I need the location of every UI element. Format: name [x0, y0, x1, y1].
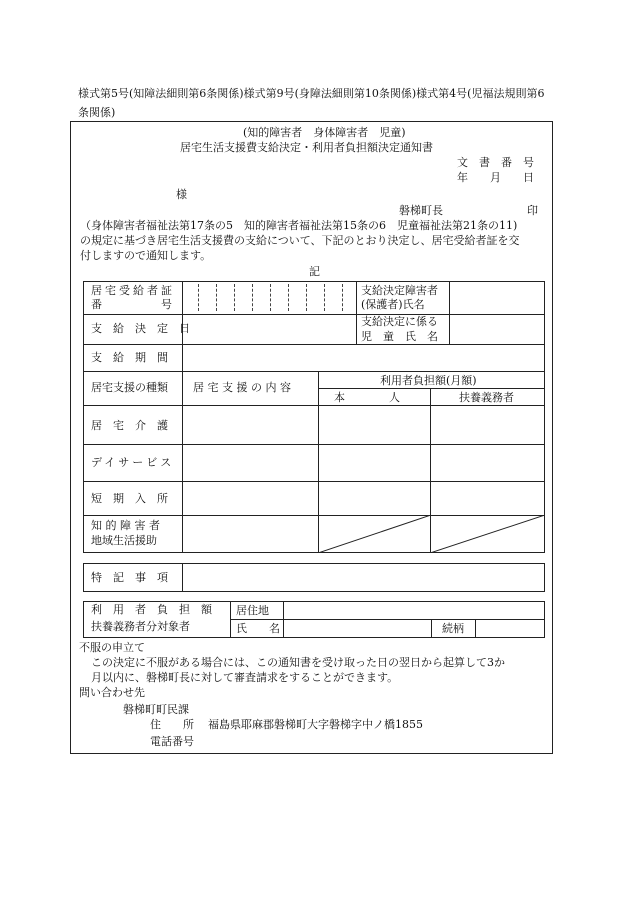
- row-group-home-2: 地域生活援助: [91, 534, 157, 547]
- ki-mark: 記: [309, 265, 320, 278]
- guardian-label-1: 支給決定障害者: [361, 284, 438, 297]
- relation-label: 続柄: [442, 622, 464, 635]
- burden-support-header: 扶養義務者: [459, 391, 514, 404]
- row-group-home-1: 知 的 障 害 者: [91, 519, 160, 532]
- decision-date-label: 支 給 決 定 日: [91, 322, 190, 335]
- body-line-2: の規定に基づき居宅生活支援費の支給について、下記のとおり決定し、居宅受給者証を交: [80, 234, 520, 247]
- document-title: 居宅生活支援費支給決定・利用者負担額決定通知書: [180, 141, 433, 154]
- seal-mark: 印: [527, 204, 538, 217]
- date-label: 年 月 日: [457, 171, 534, 184]
- dependent-label-2: 扶養義務者分対象者: [91, 620, 190, 633]
- child-label-1: 支給決定に係る: [361, 315, 438, 328]
- burden-self-header: 本 人: [334, 391, 400, 404]
- appeal-line-1: この決定に不服がある場合には、この通知書を受け取った日の翌日から起算して3か: [80, 656, 505, 669]
- contact-address: 福島県耶麻郡磐梯町大字磐梯字中ノ橋1855: [208, 718, 423, 731]
- row-day-service: デイサービス: [91, 456, 175, 469]
- form-label: 様式第5号(知障法細則第6条関係)様式第9号(身障法細則第10条関係)様式第4号(児福法規則第6条関係): [78, 87, 545, 119]
- category-line: (知的障害者 身体障害者 児童): [243, 126, 406, 139]
- child-label-2: 児 童 氏 名: [361, 330, 438, 343]
- recipient-suffix: 様: [176, 188, 187, 201]
- row-home-care: 居 宅 介 護: [91, 419, 168, 432]
- appeal-line-2: 月以内に、磐梯町長に対して審査請求をすることができます。: [91, 671, 399, 684]
- residence-label: 居住地: [236, 604, 269, 617]
- type-header: 居宅支援の種類: [91, 381, 168, 394]
- diagonal-support: [430, 515, 545, 553]
- body-line-3: 付しますので通知します。: [80, 249, 212, 262]
- contact-phone-label: 電話番号: [150, 735, 194, 748]
- cert-number-label-1: 居宅受給者証: [91, 284, 175, 297]
- diagonal-self: [318, 515, 431, 553]
- contact-title: 問い合わせ先: [79, 686, 145, 699]
- contact-dept: 磐梯町町民課: [123, 703, 189, 716]
- appeal-title: 不服の申立て: [79, 641, 145, 654]
- burden-header: 利用者負担額(月額): [380, 374, 477, 387]
- period-label: 支 給 期 間: [91, 351, 168, 364]
- body-line-1: （身体障害者福祉法第17条の5 知的障害者福祉法第15条の6 児童福祉法第21条の11): [80, 219, 518, 232]
- dependent-label-1: 利 用 者 負 担 額: [91, 603, 212, 616]
- name-label: 氏 名: [236, 622, 280, 635]
- content-header: 居 宅 支 援 の 内 容: [193, 381, 291, 394]
- special-notes-label: 特 記 事 項: [91, 571, 168, 584]
- guardian-label-2: (保護者)氏名: [361, 298, 425, 311]
- doc-number-label: 文 書 番 号: [457, 156, 534, 169]
- cert-number-label-2: 番 号: [91, 298, 175, 311]
- row-short-stay: 短 期 入 所: [91, 492, 168, 505]
- issuer: 磐梯町長: [399, 204, 443, 217]
- contact-address-label: 住 所: [150, 718, 194, 731]
